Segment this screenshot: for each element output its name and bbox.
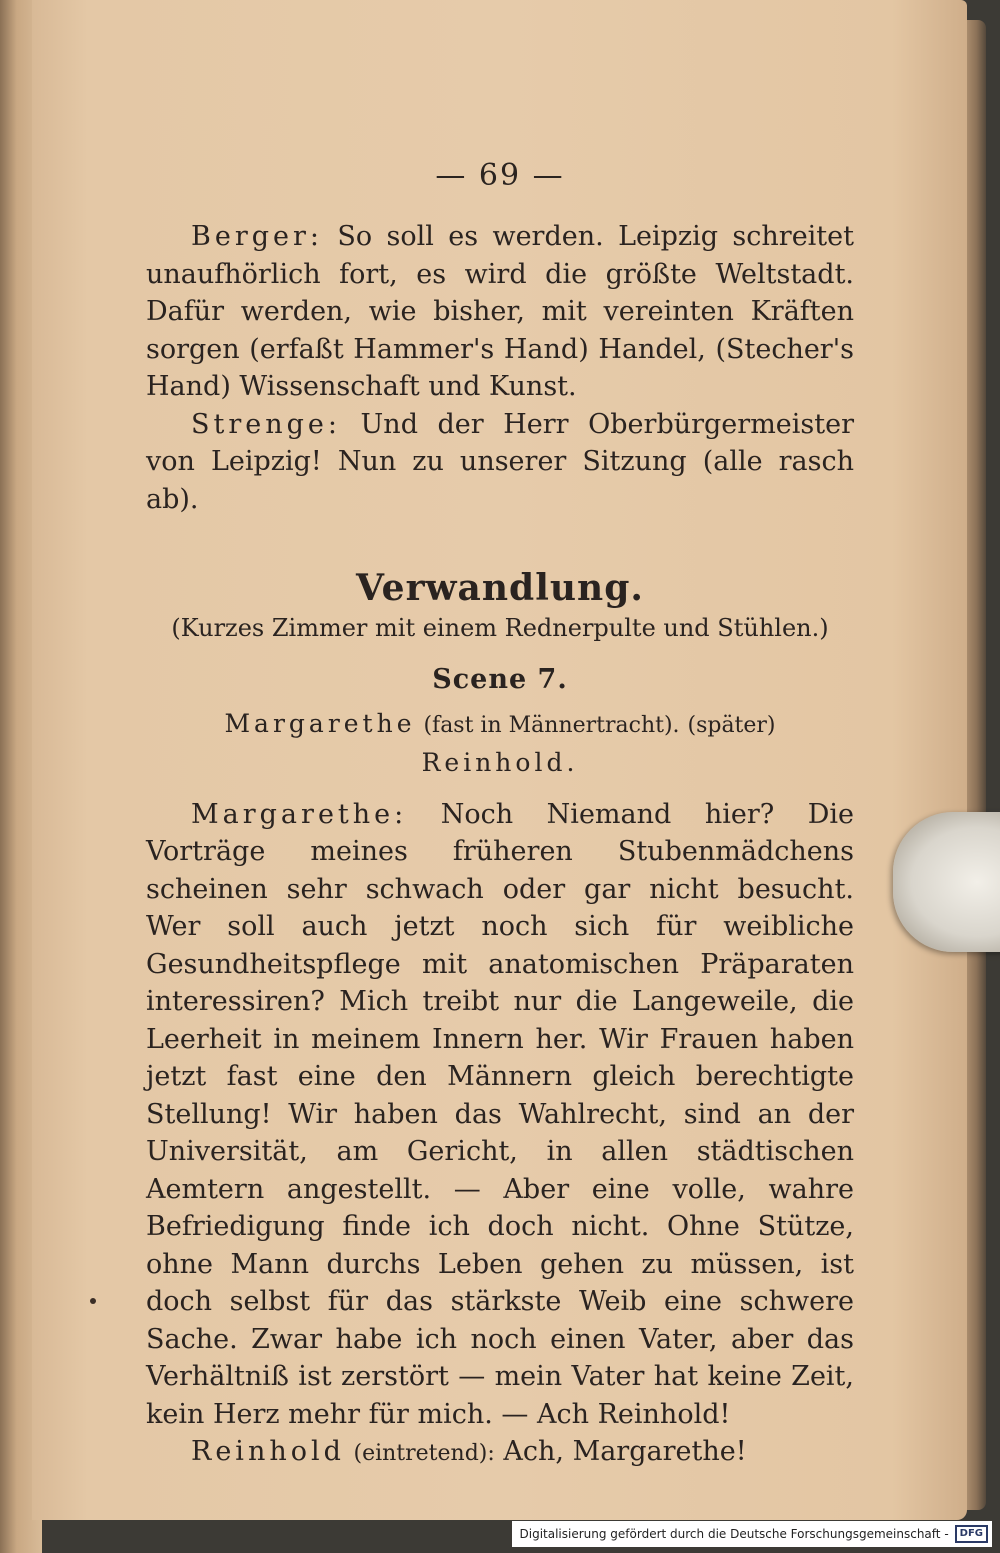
speaker-reinhold: Reinhold <box>191 1436 345 1467</box>
page-clip-bookmark <box>893 812 1000 952</box>
person-note-1: (fast in Männertracht). <box>423 712 680 738</box>
speaker-strenge: Strenge: <box>191 408 341 440</box>
footer-text: Digitalisierung gefördert durch die Deutsche Forschungsgemeinschaft - <box>519 1527 949 1541</box>
paragraph-4-text: Ach, Margarethe! <box>503 1436 747 1467</box>
scene-title: Scene 7. <box>432 664 568 695</box>
person-note-2: (später) <box>687 712 776 738</box>
stage-direction: (Kurzes Zimmer mit einem Rednerpulte und Stühlen.) <box>171 613 829 642</box>
dfg-logo: DFG <box>955 1525 988 1543</box>
page-body <box>146 218 854 1473</box>
speaker-berger: Berger: <box>191 221 323 252</box>
section-heading: Verwandlung. <box>356 567 644 609</box>
paragraph-1-text: So soll es werden. Leipzig schreitet unaufhörlich fort, es wird die größte Weltstadt. Dafür werden, wie bisher, mit vereinten Kräften sorgen (erfaßt Hammer's Hand) Handel, (Stecher's Hand) Wissenschaft und Kunst. <box>146 221 854 402</box>
reinhold-stage-note: (eintretend): <box>353 1441 495 1466</box>
paragraph-reinhold <box>146 1433 854 1473</box>
paragraph-margarethe <box>146 796 854 1434</box>
person-margarethe: Margarethe <box>224 708 416 738</box>
paragraph-3-text: Noch Niemand hier? Die Vorträge meines früheren Stubenmädchens scheinen sehr schwach oder gar nicht besucht. Wer soll auch jetzt noch sich für weibliche Gesundheitspflege mit anatomischen Präparaten interessiren? Mich treibt nur die Langeweile, die Leerheit in meinem Innern her. Wir Frauen haben jetzt fast eine den Männern gleich berechtigte Stellung! Wir haben das Wahlrecht, sind an der Universität, am Gericht, in allen städtischen Aemtern angestellt. — Aber eine volle, wahre Befriedigung finde ich doch nicht. Ohne Stütze, ohne Mann durchs Leben gehen zu müssen, ist doch selbst für das stärkste Weib eine schwere Sache. Zwar habe ich noch einen Vater, aber das Verhältniß ist zerstört — mein Vater hat keine Zeit, kein Herz mehr für mich. — Ach Reinhold! <box>146 798 854 1430</box>
speaker-margarethe: Margarethe: <box>191 798 408 830</box>
paragraph-berger <box>146 218 854 406</box>
paragraph-strenge <box>146 406 854 519</box>
scene-persons <box>146 705 854 782</box>
paragraph-2-text: Und der Herr Oberbürgermeister von Leipzig! Nun zu unserer Sitzung (alle rasch ab). <box>146 408 854 515</box>
page-number: — 69 — <box>435 158 565 193</box>
digitization-footer <box>512 1521 993 1547</box>
ink-dot <box>90 1298 96 1304</box>
person-reinhold: Reinhold. <box>421 748 579 777</box>
